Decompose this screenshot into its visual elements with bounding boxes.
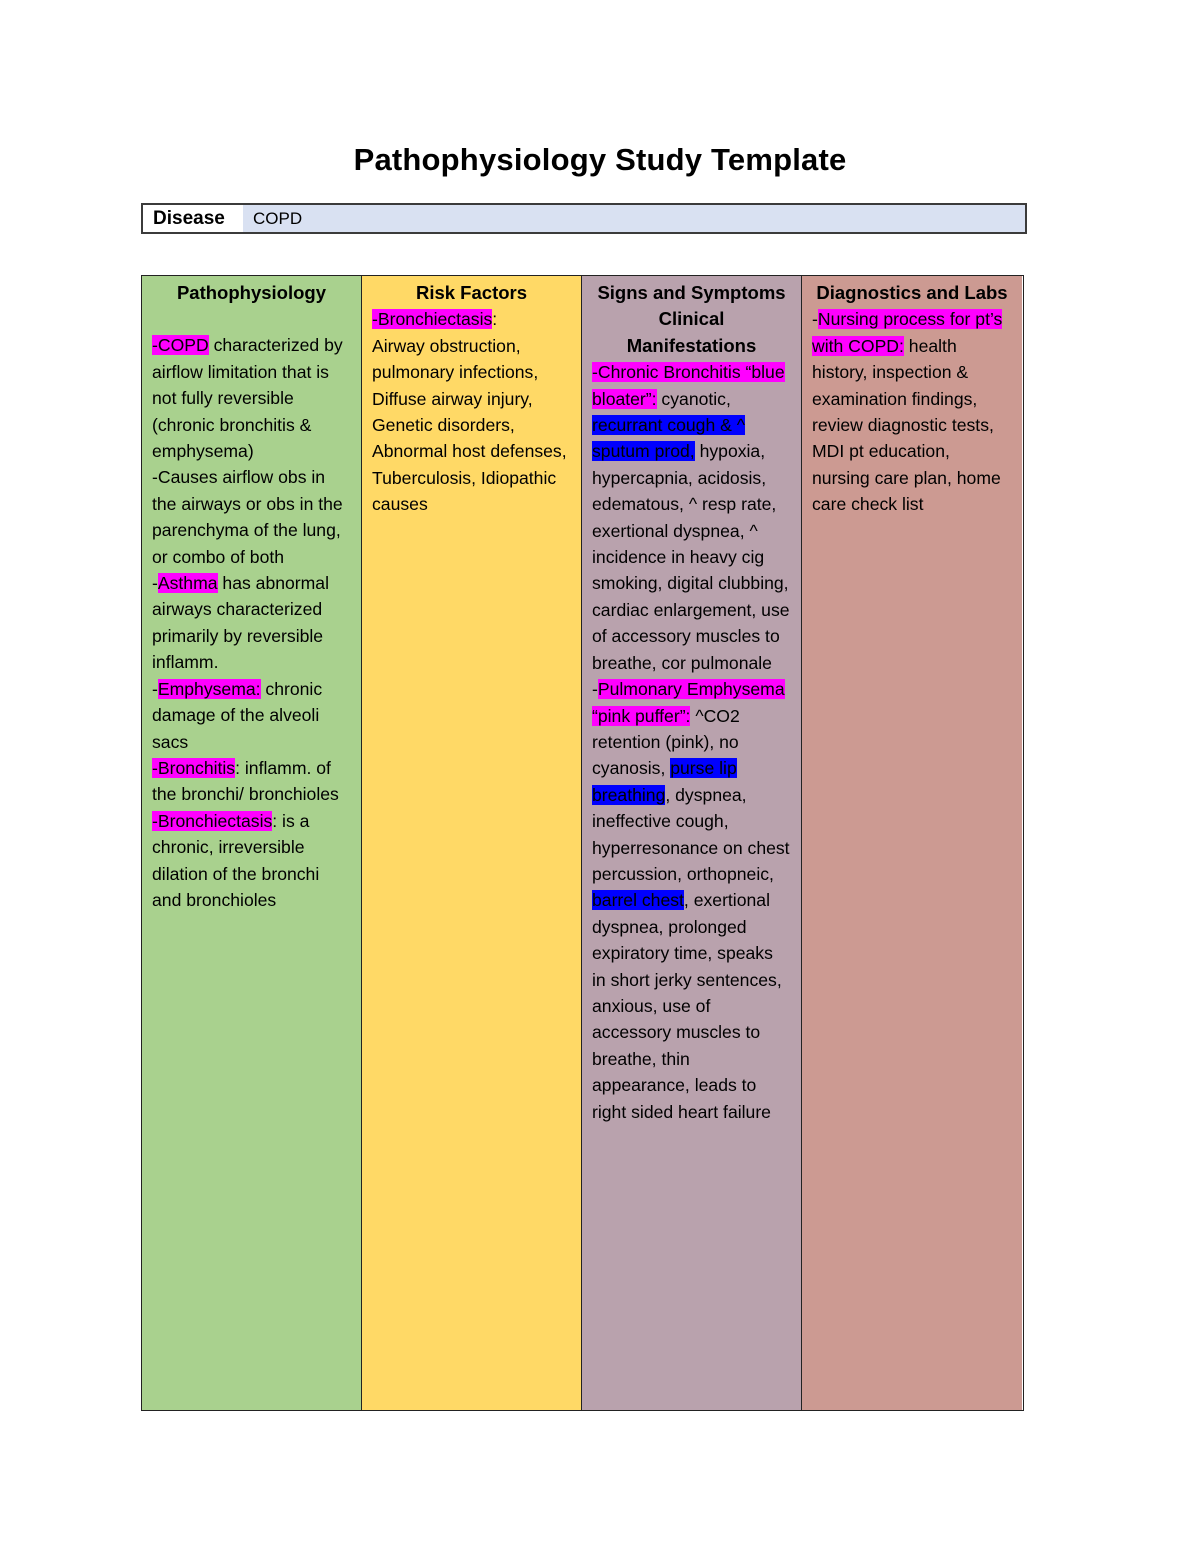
asthma-definition [152,570,351,676]
asthma-term: Asthma [157,573,218,594]
diagnostics-header: Diagnostics and Labs [816,282,1008,303]
chronic-bronchitis-term: -Chronic Bronchitis “blue bloater”: [592,362,785,409]
diagnostics-column [802,276,1022,1410]
dash: - [592,679,598,700]
dash: - [152,573,158,594]
blue-highlight: recurrant cough & ^ sputum prod, [592,415,745,462]
emphysema-term: Emphysema: [157,678,261,699]
diagnostics-text [812,306,1012,517]
signs-text: , exertional dyspnea, prolonged expiratory time, speaks in short jerky sentences, anxious, use of accessory muscles to breathe, thin appearance, leads to right sided heart failure [592,890,782,1122]
bronchitis-text: : inflamm. of the bronchi/ bronchioles [152,757,339,805]
nursing-process-term: Nursing process for pt’s with COPD: [812,309,1003,356]
disease-row [141,203,1027,234]
blue-highlight: barrel chest [592,890,684,911]
bronchiectasis-term: -Bronchiectasis [372,309,493,330]
spacer [152,306,351,332]
colon: : [492,309,498,330]
copd-definition [152,332,351,464]
copd-term: COPD [157,335,209,356]
signs-text: cyanotic, [656,388,731,409]
signs-symptoms-column [582,276,802,1410]
emphysema-definition [152,676,351,755]
risk-bronchiectasis-label [372,306,571,332]
pulmonary-emphysema-term: Pulmonary Emphysema “pink puffer”: [592,679,785,726]
risk-factors-header: Risk Factors [415,282,528,303]
signs-text: ^CO2 retention (pink), no cyanosis, [592,705,740,779]
airflow-obstruction-text: -Causes airflow obs in the airways or obs in the parenchyma of the lung, or combo of both [152,467,343,567]
pathophysiology-column [142,276,362,1410]
signs-header [592,280,791,359]
signs-text: hypoxia, hypercapnia, acidosis, edematous, ^ resp rate, exertional dyspnea, ^ incidence in heavy cig smoking, digital clubbing, cardiac enlargement, use of accessory muscles to breathe, cor pulmonale [592,441,790,673]
disease-label: Disease [153,208,225,229]
bronchiectasis-text: : is a chronic, irreversible dilation of the bronchi and bronchioles [152,810,320,910]
emphysema-text: chronic damage of the alveoli sacs [152,678,323,752]
signs-header-line1: Signs and Symptoms [597,282,786,303]
blue-highlight: purse lip breathing [592,758,737,805]
bronchitis-definition [152,755,351,808]
copd-text: characterized by airflow limitation that is not fully reversible (chronic bronchitis & emphysema) [152,335,343,462]
bronchiectasis-term: -Bronchiectasis [152,810,273,831]
risk-factors-list: Airway obstruction, pulmonary infections, Diffuse airway injury, Genetic disorders, Abnormal host defenses, Tuberculosis, Idiopathic causes [372,335,567,515]
signs-header-line2: Clinical Manifestations [626,308,757,356]
signs-text: , dyspnea, ineffective cough, hyperresonance on chest percussion, orthopneic, [592,784,790,884]
page-title: Pathophysiology Study Template [353,142,847,177]
dash: - [812,309,818,330]
chronic-bronchitis-signs [592,359,791,676]
dash: - [152,678,158,699]
diagnostics-list: health history, inspection & examination findings, review diagnostic tests, MDI pt education, nursing care plan, home care check list [812,335,1001,515]
risk-factors-column [362,276,582,1410]
dash: - [152,335,158,356]
copd-highlight [152,335,209,355]
study-columns [141,275,1024,1411]
bronchitis-term: -Bronchitis [152,757,236,778]
disease-value-field[interactable]: COPD [243,205,1025,232]
asthma-text: has abnormal airways characterized primarily by reversible inflamm. [152,573,330,673]
pathophysiology-header: Pathophysiology [176,282,327,303]
bronchiectasis-definition [152,808,351,914]
emphysema-signs [592,676,791,1125]
